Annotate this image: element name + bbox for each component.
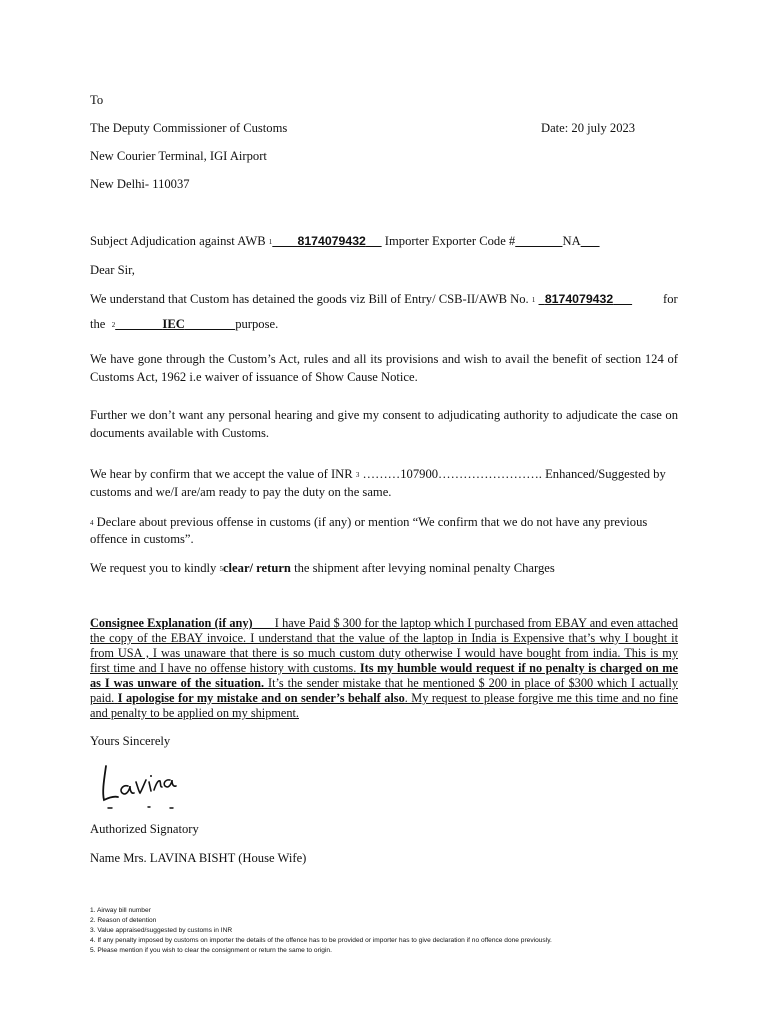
footnote-2: 2. Reason of detention	[90, 917, 157, 924]
para5-line2: offence in customs”.	[90, 532, 194, 546]
subject-awb-number: 8174079432	[297, 234, 366, 248]
footnote-ref-5: 5	[219, 565, 223, 573]
para1-purpose: purpose.	[235, 317, 279, 331]
footnote-ref-2: 2	[111, 321, 116, 329]
para6-post: the shipment after levying nominal penalty Charges	[294, 561, 555, 575]
subject-line	[90, 233, 600, 250]
iec-label: Importer Exporter Code #	[384, 234, 516, 248]
footnote-ref-1: 1	[268, 238, 273, 246]
consignee-text-1: I have Paid $ 300 for the laptop which I purchased from EBAY and even attached the copy of the EBAY invoice. I understand that the value of the laptop in India is Expensive that’s why I bought it from USA , I was unaware that there is so much custom duty otherwise I would have bought from india. This is my first time and I have no offense history with customs.	[90, 616, 678, 675]
para4-value: ………107900……………………	[362, 467, 539, 481]
footnote-ref-1b: 1	[531, 296, 536, 304]
para5-text: Declare about previous offense in customs (if any) or mention “We confirm that we do not have any previous	[96, 515, 648, 529]
para3: Further we don’t want any personal hearing and give my consent to adjudicating authority to adjudicate the case on documents available with Customs.	[90, 408, 678, 440]
handwritten-signature	[96, 760, 186, 812]
to-label: To	[90, 93, 104, 107]
consignee-bold-2: I apologise for my mistake and on sender’s behalf also	[117, 691, 405, 705]
subject-prefix: Subject Adjudication against AWB	[90, 234, 266, 248]
signatory-title: Authorized Signatory	[90, 822, 199, 836]
para4-post: Enhanced/Suggested by	[545, 467, 666, 481]
iec-value: NA	[562, 234, 581, 248]
salutation: Dear Sir,	[90, 263, 135, 277]
signatory-name: Name Mrs. LAVINA BISHT (House Wife)	[90, 851, 307, 865]
closing: Yours Sincerely	[90, 734, 171, 748]
consignee-text-3: . My request to please forgive me this time and no fine and penalty to be applied on my shipment.	[90, 691, 678, 720]
letter-date: Date: 20 july 2023	[541, 121, 636, 135]
para1-line1	[90, 291, 632, 308]
para5-line1	[90, 514, 647, 531]
para6-pre: We request you to kindly	[90, 561, 217, 575]
para1-for: for	[663, 292, 678, 306]
purpose-value: IEC	[162, 317, 185, 331]
footnote-1: 1. Airway bill number	[90, 907, 151, 914]
addressee-line-3: New Delhi- 110037	[90, 177, 190, 191]
para1-awb-number: 8174079432	[544, 292, 614, 306]
footnote-4: 4. If any penalty imposed by customs on importer the details of the offence has to be provided or importer has to give declaration if no offence done previously.	[90, 937, 552, 944]
para6	[90, 560, 555, 577]
para6-bold: clear/ return	[222, 561, 291, 575]
para1-line2	[90, 316, 278, 333]
footnote-5: 5. Please mention if you wish to clear the consignment or return the same to origin.	[90, 947, 332, 954]
footnote-ref-4: 4	[90, 519, 94, 527]
consignee-explanation	[90, 616, 678, 721]
para2: We have gone through the Custom’s Act, rules and all its provisions and wish to avail the benefit of section 124 of Customs Act, 1962 i.e waiver of issuance of Show Cause Notice.	[90, 352, 678, 384]
para4-line2: customs and we/I are/am ready to pay the duty on the same.	[90, 485, 392, 499]
consignee-bold-1: Its my humble would request if no penalty is charged on me as I was unware of the situation.	[90, 661, 679, 690]
footnote-ref-3: 3	[355, 471, 360, 479]
addressee-line-2: New Courier Terminal, IGI Airport	[90, 149, 267, 163]
consignee-label: Consignee Explanation (if any)	[90, 616, 253, 630]
addressee-line-1: The Deputy Commissioner of Customs	[90, 121, 288, 135]
para1-the: the	[90, 317, 106, 331]
para1-text: We understand that Custom has detained the goods viz Bill of Entry/ CSB-II/AWB No.	[90, 292, 529, 306]
para4-line1: We hear by confirm that we accept the value of INR 3 ………107900……………………. Enhanced/Suggested by	[90, 467, 666, 481]
consignee-text-2: It’s the sender mistake that he mentioned $ 200 in place of $300 which I actually paid.	[90, 676, 678, 705]
footnote-3: 3. Value appraised/suggested by customs in INR	[90, 927, 233, 934]
para4-pre: We hear by confirm that we accept the value of INR	[90, 467, 353, 481]
